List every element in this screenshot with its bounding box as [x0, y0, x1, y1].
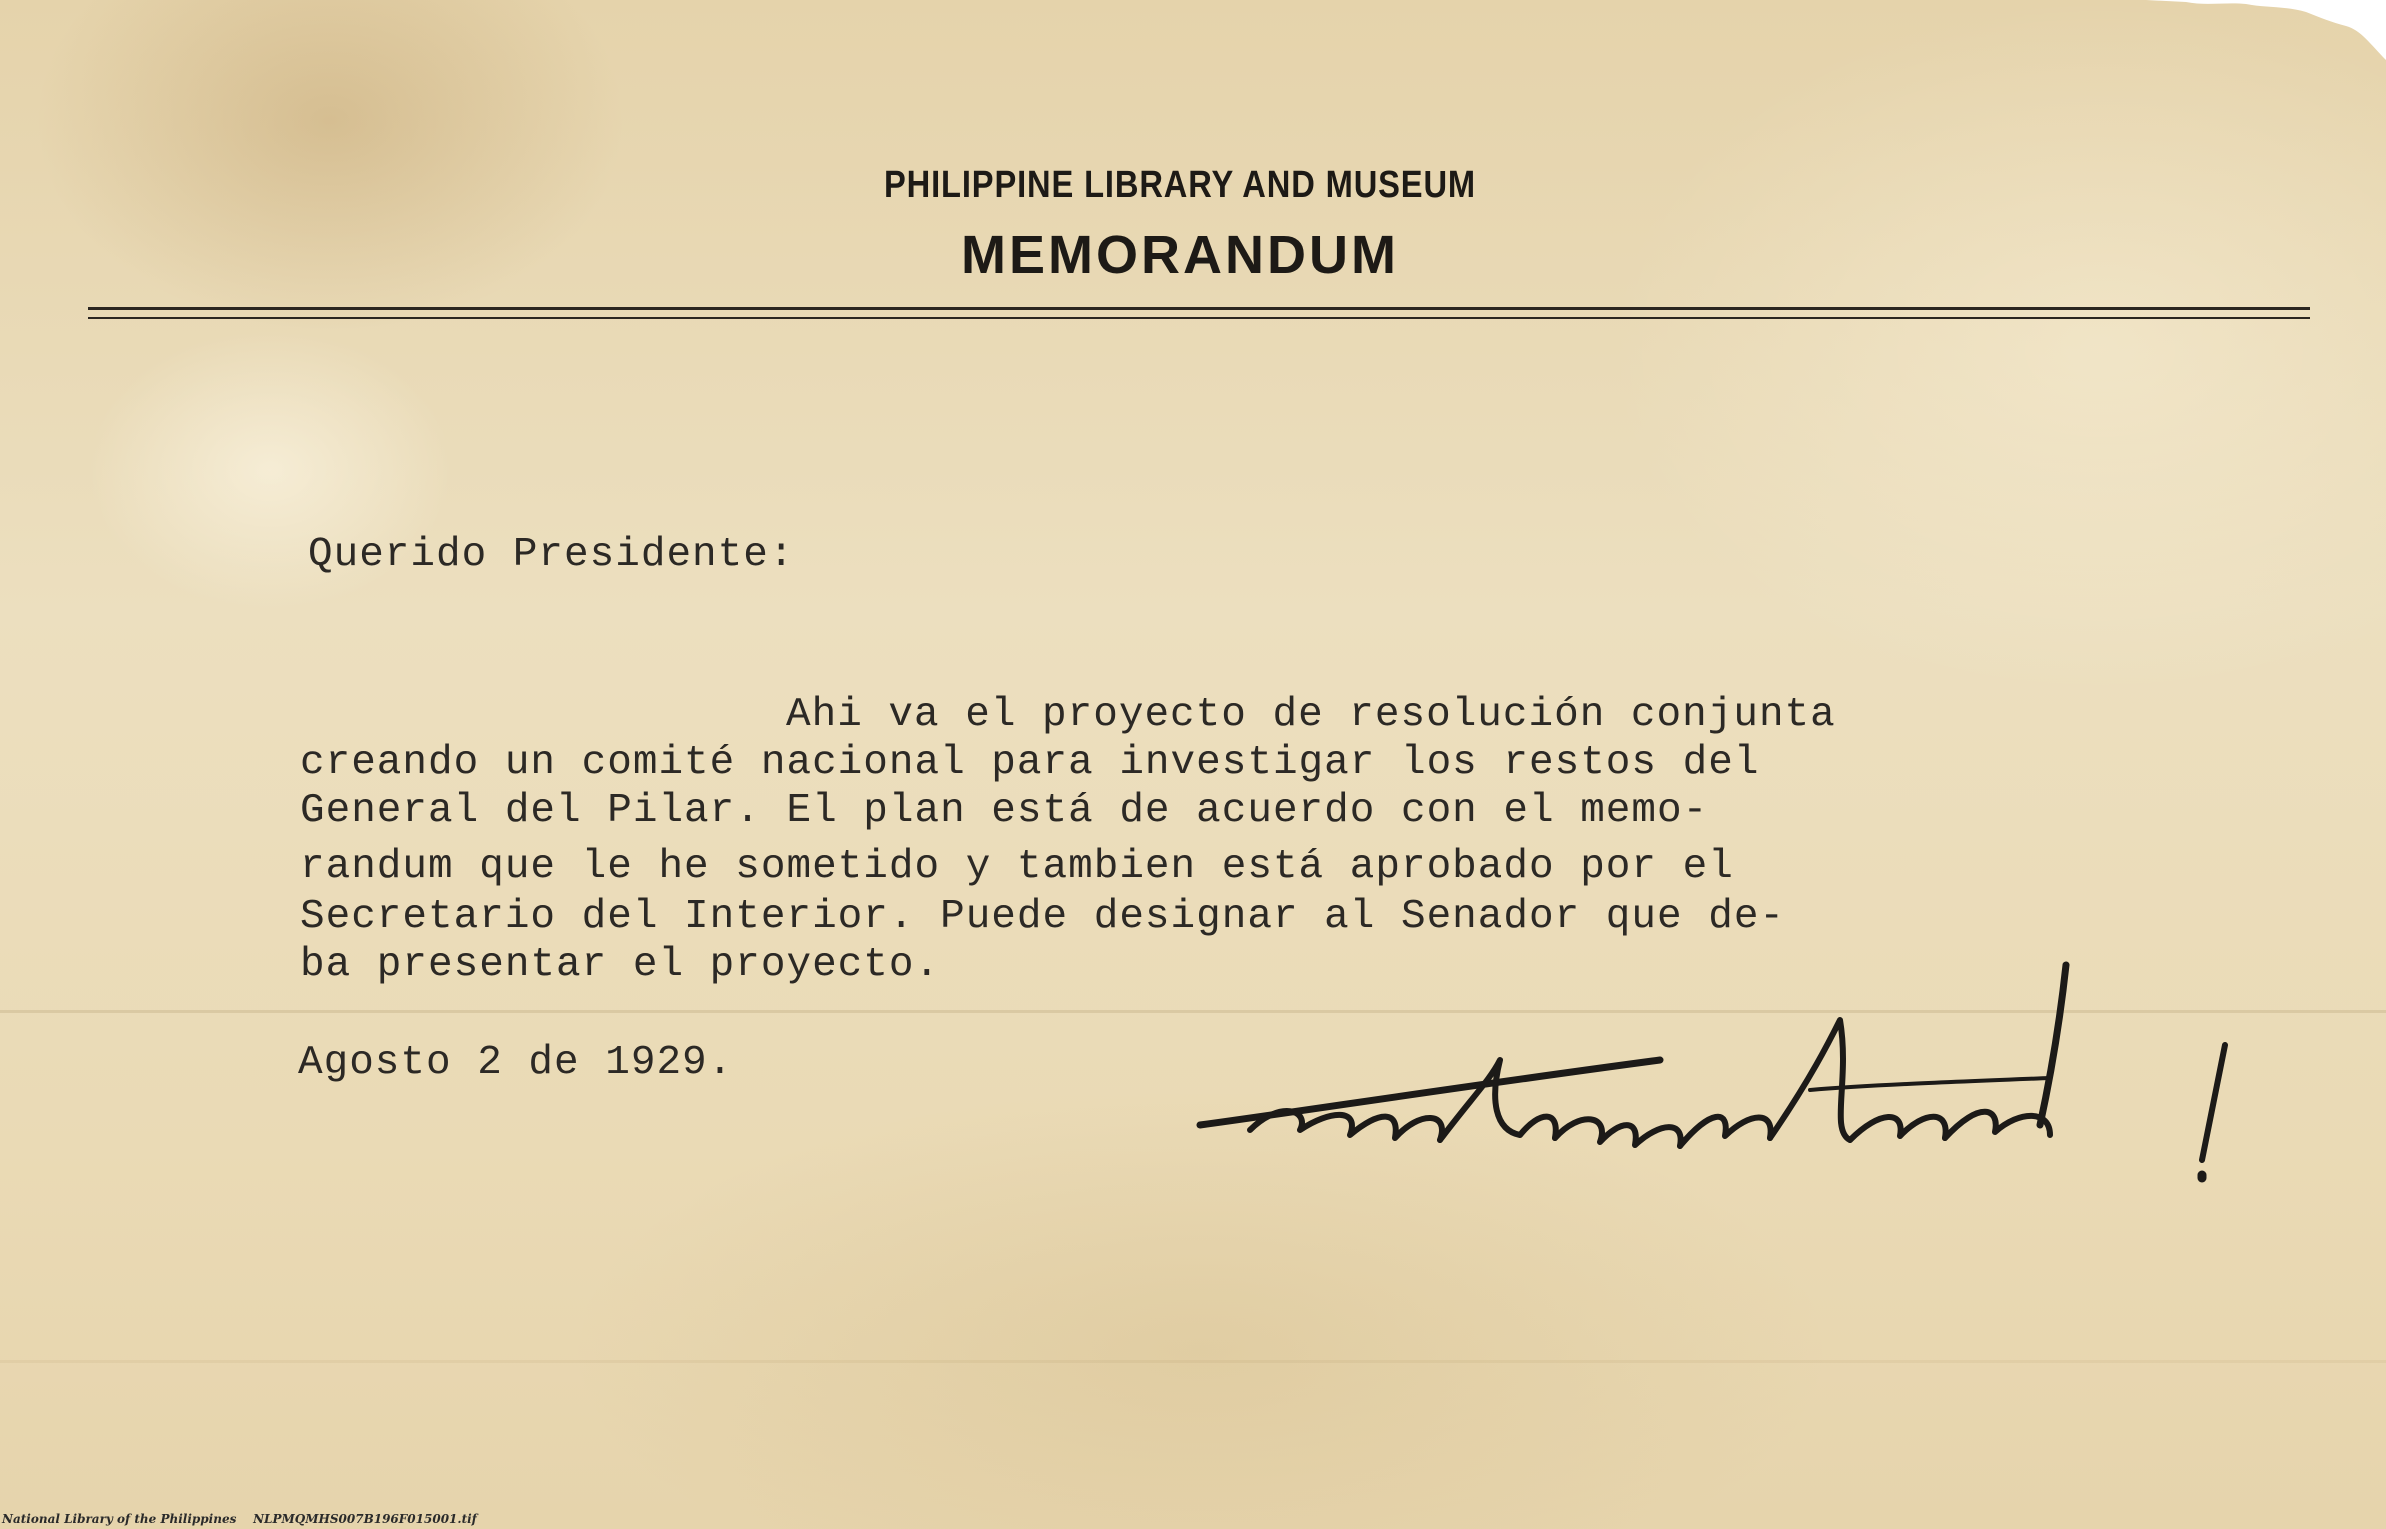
body-line: randum que le he sometido y tambien está aprobado por el: [300, 844, 1734, 890]
paper-fold: [0, 1360, 2386, 1363]
body-line: ba presentar el proyecto.: [300, 942, 941, 988]
letterhead-rule: [88, 307, 2310, 310]
handwritten-signature: [1190, 960, 2250, 1190]
letterhead-rule: [88, 317, 2310, 319]
body-line: General del Pilar. El plan está de acuerdo con el memo-: [300, 788, 1709, 834]
body-line: Ahi va el proyecto de resolución conjunta: [786, 692, 1836, 738]
archive-footer: [2, 1512, 477, 1526]
letterhead-organization: PHILIPPINE LIBRARY AND MUSEUM: [883, 164, 1477, 206]
torn-corner: [2146, 0, 2386, 60]
body-line: Secretario del Interior. Puede designar al Senador que de-: [300, 894, 1786, 940]
footer-source: National Library of the Philippines: [2, 1512, 237, 1526]
letter-date: Agosto 2 de 1929.: [298, 1040, 734, 1086]
body-line: creando un comité nacional para investigar los restos del: [300, 740, 1760, 786]
salutation: Querido Presidente:: [308, 532, 795, 578]
footer-file: NLPMQMHS007B196F015001.tif: [253, 1512, 477, 1526]
letterhead-title: MEMORANDUM: [961, 225, 1399, 285]
